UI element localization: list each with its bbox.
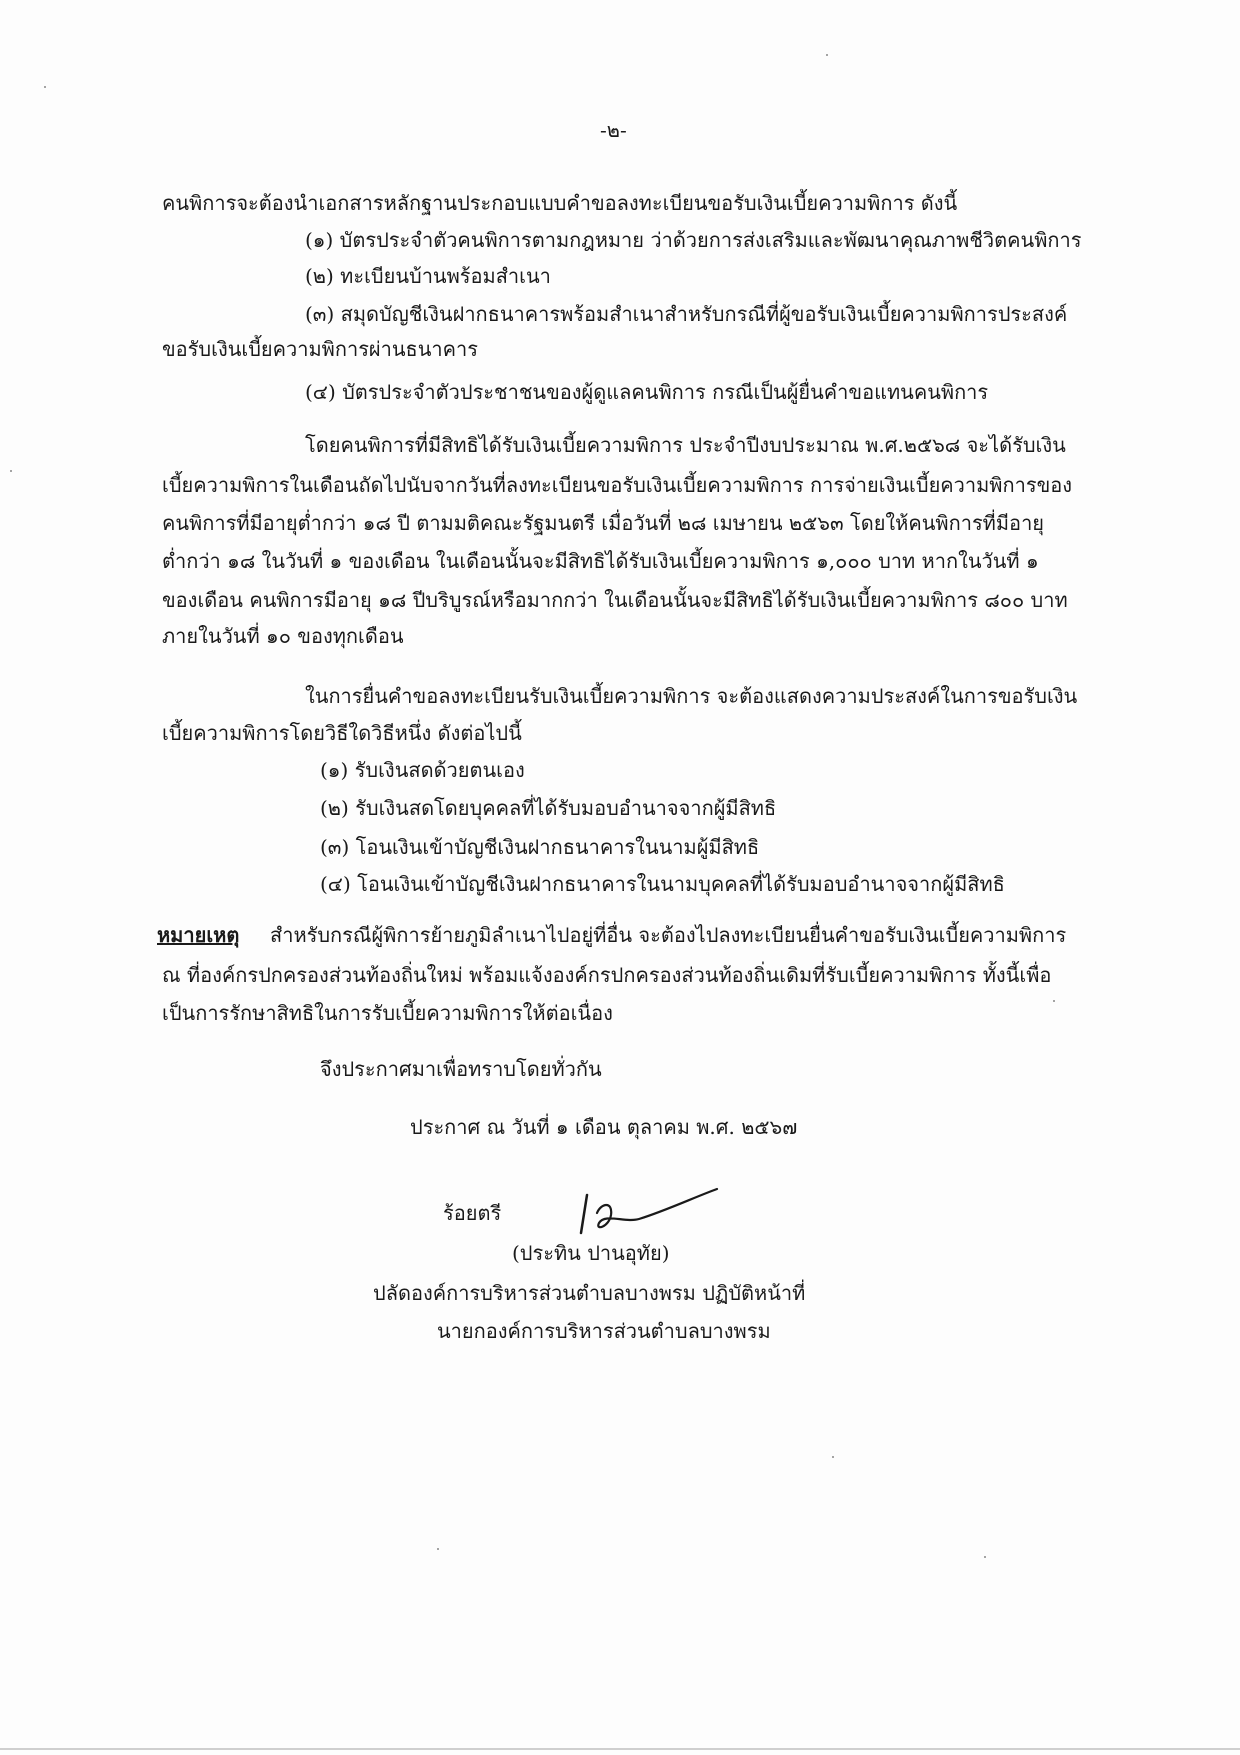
scan-speck bbox=[10, 470, 12, 472]
scan-speck bbox=[984, 1556, 986, 1558]
payment-line-5: ของเดือน คนพิการมีอายุ ๑๘ ปีบริบูรณ์หรือมากกว่า ในเดือนนั้นจะมีสิทธิได้รับเงินเบี้ยความพิการ ๘๐๐ บาท bbox=[162, 588, 1068, 612]
payment-line-6: ภายในวันที่ ๑๐ ของทุกเดือน bbox=[162, 624, 404, 648]
scan-speck bbox=[832, 1456, 834, 1458]
scan-speck bbox=[1053, 1000, 1055, 1002]
page-number: -๒- bbox=[600, 118, 627, 142]
scan-speck bbox=[826, 54, 828, 56]
note-line-1: สำหรับกรณีผู้พิการย้ายภูมิลำเนาไปอยู่ที่อื่น จะต้องไปลงทะเบียนยื่นคำขอรับเงินเบี้ยความพิการ bbox=[270, 923, 1067, 947]
payment-line-4: ต่ำกว่า ๑๘ ในวันที่ ๑ ของเดือน ในเดือนนั้นจะมีสิทธิได้รับเงินเบี้ยความพิการ ๑,๐๐๐ บาท หากในวันที่ ๑ bbox=[162, 549, 1039, 573]
scan-speck bbox=[437, 1548, 439, 1550]
payment-line-3: คนพิการที่มีอายุต่ำกว่า ๑๘ ปี ตามมติคณะรัฐมนตรี เมื่อวันที่ ๒๘ เมษายน ๒๕๖๓ โดยให้คนพิการที่มีอายุ bbox=[162, 511, 1045, 535]
signer-rank: ร้อยตรี bbox=[443, 1201, 502, 1225]
intro-line: คนพิการจะต้องนำเอกสารหลักฐานประกอบแบบคำขอลงทะเบียนขอรับเงินเบี้ยความพิการ ดังนี้ bbox=[162, 191, 958, 215]
note-line-3: เป็นการรักษาสิทธิในการรับเบี้ยความพิการให้ต่อเนื่อง bbox=[162, 1001, 613, 1025]
date-line: ประกาศ ณ วันที่ ๑ เดือน ตุลาคม พ.ศ. ๒๕๖๗ bbox=[410, 1115, 798, 1139]
scan-speck bbox=[44, 86, 46, 88]
announcement-line: จึงประกาศมาเพื่อทราบโดยทั่วกัน bbox=[320, 1057, 602, 1081]
signer-name: (ประทิน ปานอุทัย) bbox=[512, 1241, 670, 1265]
payment-line-1: โดยคนพิการที่มีสิทธิได้รับเงินเบี้ยความพิการ ประจำปีงบประมาณ พ.ศ.๒๕๖๘ จะได้รับเงิน bbox=[305, 433, 1066, 457]
signer-position-2: นายกองค์การบริหารส่วนตำบลบางพรม bbox=[437, 1319, 771, 1343]
document-item-3: (๓) สมุดบัญชีเงินฝากธนาคารพร้อมสำเนาสำหรับกรณีที่ผู้ขอรับเงินเบี้ยความพิการประสงค์ bbox=[305, 302, 1068, 326]
document-item-3-continued: ขอรับเงินเบี้ยความพิการผ่านธนาคาร bbox=[162, 337, 479, 361]
document-item-2: (๒) ทะเบียนบ้านพร้อมสำเนา bbox=[305, 264, 551, 288]
document-item-1: (๑) บัตรประจำตัวคนพิการตามกฎหมาย ว่าด้วยการส่งเสริมและพัฒนาคุณภาพชีวิตคนพิการ bbox=[305, 228, 1082, 252]
scan-bottom-edge bbox=[0, 1748, 1240, 1750]
method-item-4: (๔) โอนเงินเข้าบัญชีเงินฝากธนาคารในนามบุคคลที่ได้รับมอบอำนาจจากผู้มีสิทธิ bbox=[320, 872, 1005, 896]
method-item-3: (๓) โอนเงินเข้าบัญชีเงินฝากธนาคารในนามผู้มีสิทธิ bbox=[320, 835, 760, 859]
note-line-2: ณ ที่องค์กรปกครองส่วนท้องถิ่นใหม่ พร้อมแจ้งองค์กรปกครองส่วนท้องถิ่นเดิมที่รับเบี้ยความพิการ ทั้งนี้เพื่อ bbox=[162, 963, 1052, 987]
method-item-1: (๑) รับเงินสดด้วยตนเอง bbox=[320, 758, 525, 782]
note-label: หมายเหตุ bbox=[157, 923, 240, 947]
payment-line-2: เบี้ยความพิการในเดือนถัดไปนับจากวันที่ลงทะเบียนขอรับเงินเบี้ยความพิการ การจ่ายเงินเบี้ยความพิการของ bbox=[162, 473, 1073, 497]
document-item-4: (๔) บัตรประจำตัวประชาชนของผู้ดูแลคนพิการ กรณีเป็นผู้ยื่นคำขอแทนคนพิการ bbox=[305, 380, 989, 404]
method-line-1: ในการยื่นคำขอลงทะเบียนรับเงินเบี้ยความพิการ จะต้องแสดงความประสงค์ในการขอรับเงิน bbox=[305, 684, 1078, 708]
method-item-2: (๒) รับเงินสดโดยบุคคลที่ได้รับมอบอำนาจจากผู้มีสิทธิ bbox=[320, 796, 777, 820]
method-line-2: เบี้ยความพิการโดยวิธีใดวิธีหนึ่ง ดังต่อไปนี้ bbox=[162, 721, 522, 745]
handwritten-signature bbox=[565, 1183, 725, 1243]
signer-position-1: ปลัดองค์การบริหารส่วนตำบลบางพรม ปฏิบัติหน้าที่ bbox=[373, 1281, 806, 1305]
